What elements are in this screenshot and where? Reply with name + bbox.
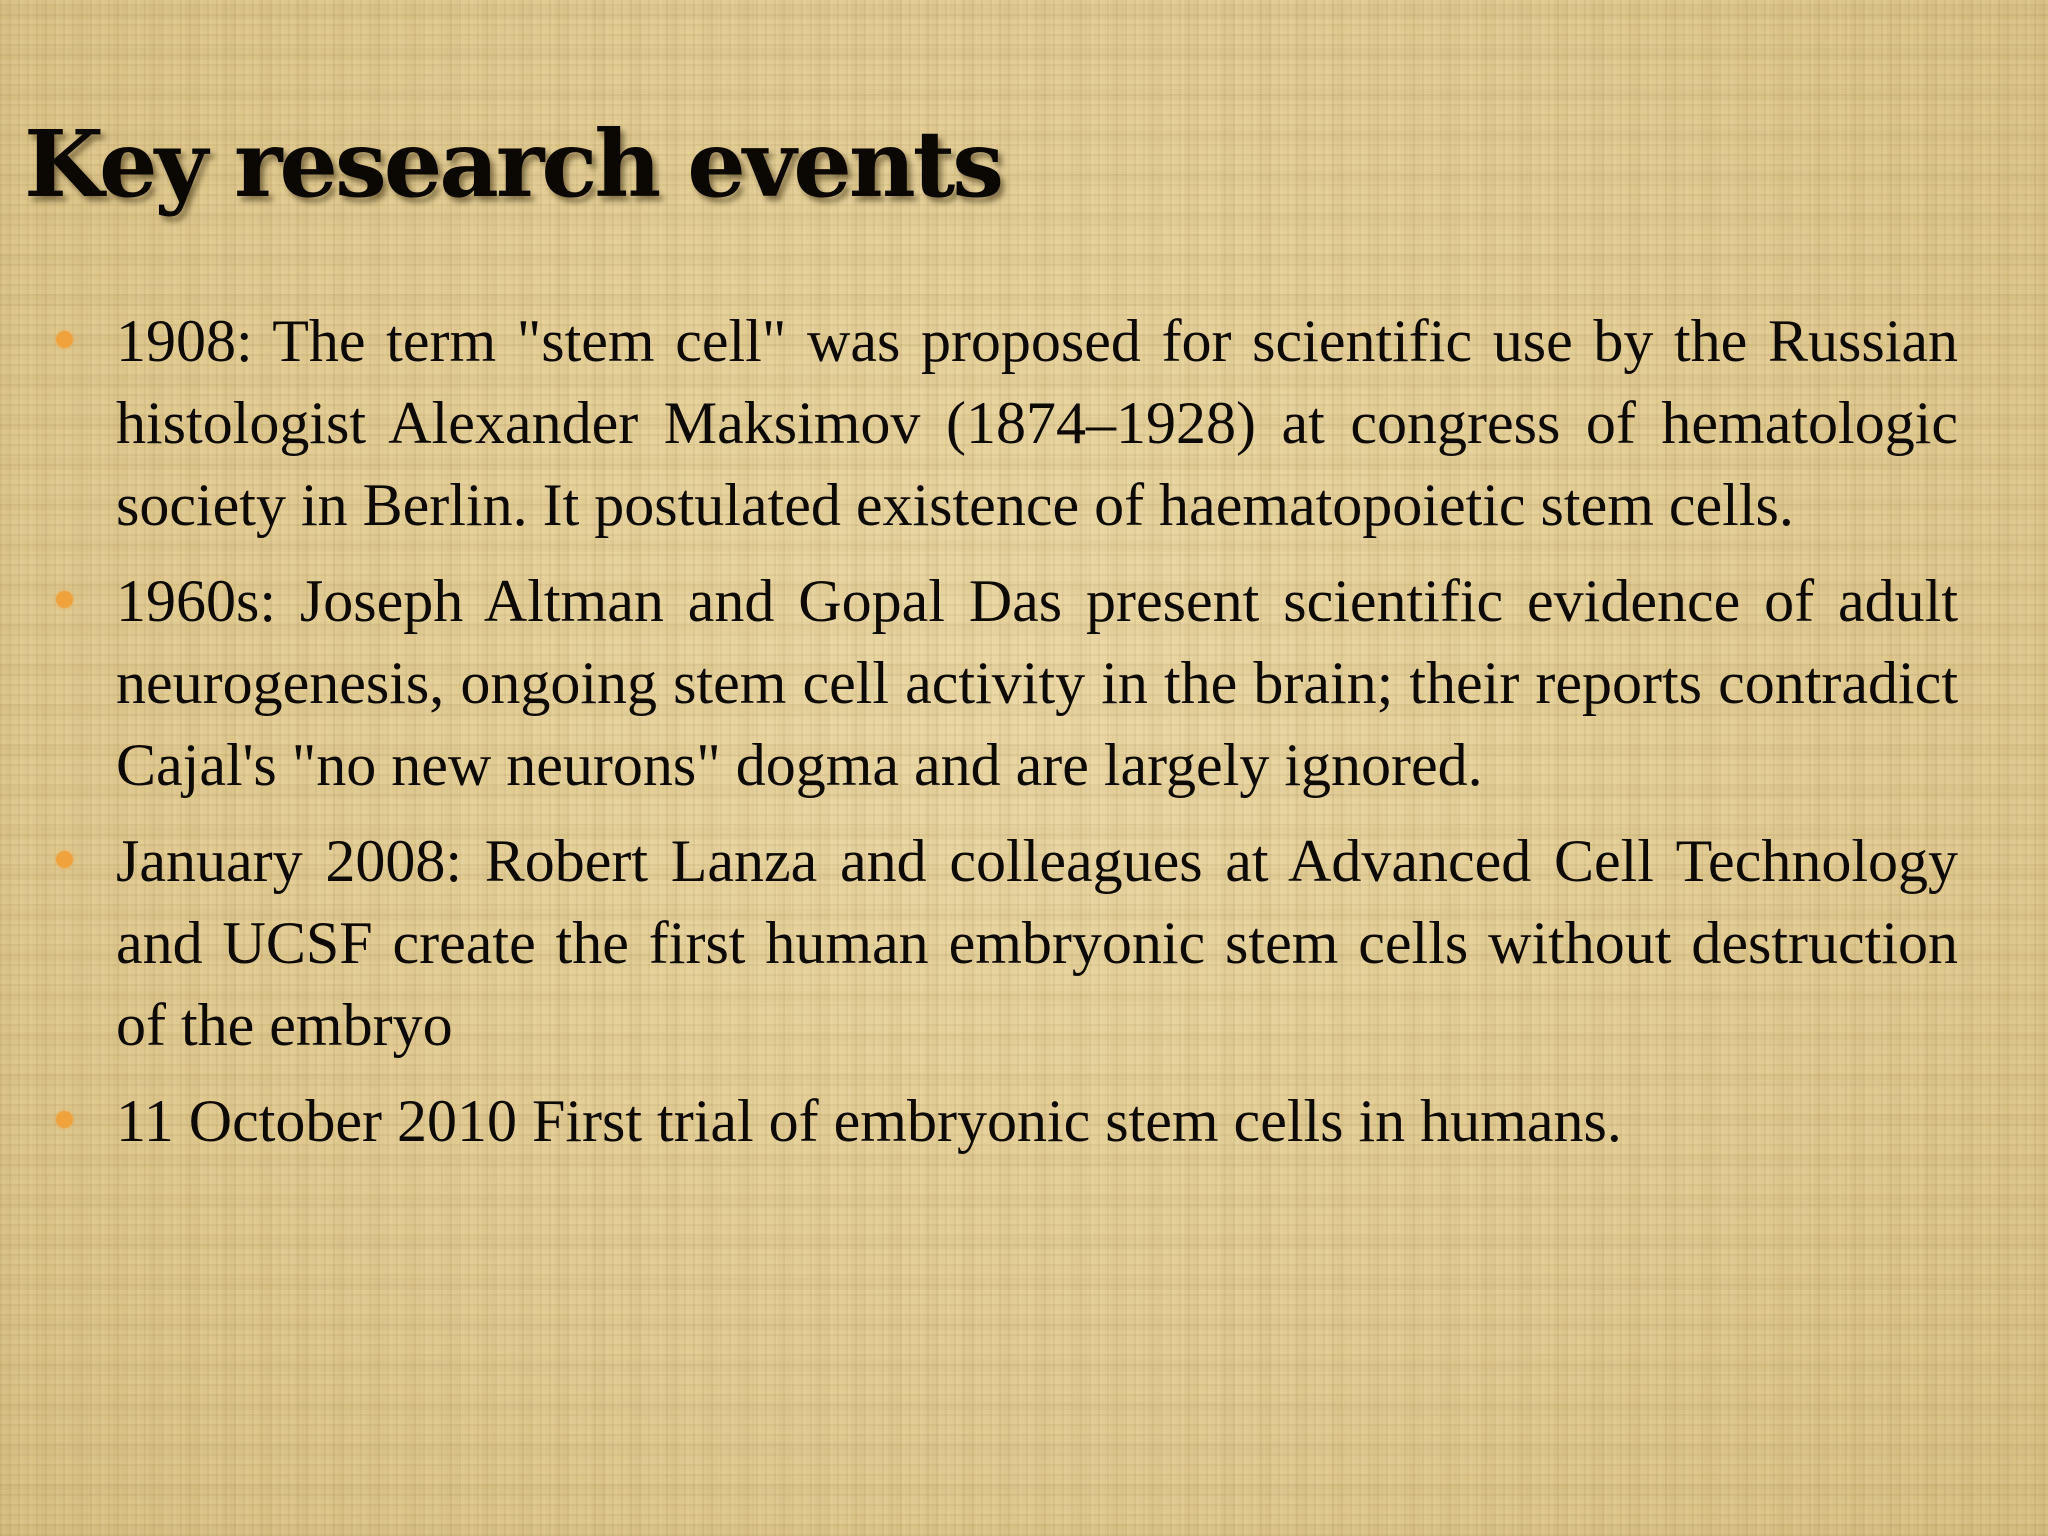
bullet-dot-icon (56, 591, 73, 608)
bullet-dot-icon (56, 851, 73, 868)
bullet-text: 1960s: Joseph Altman and Gopal Das present scientific evidence of adult neurogenesis, ongoing stem cell activity in the brain; their reports contradict Cajal's "no new neurons" dogma and are largely ignored. (116, 568, 1958, 798)
bullet-item (116, 1080, 1958, 1162)
bullet-text: 11 October 2010 First trial of embryonic stem cells in humans. (116, 1088, 1622, 1154)
bullet-dot-icon (56, 1111, 73, 1128)
bullet-item (116, 300, 1958, 546)
bullet-dot-icon (56, 331, 73, 348)
bullet-list (116, 300, 1958, 1176)
bullet-text: January 2008: Robert Lanza and colleagues at Advanced Cell Technology and UCSF create the first human embryonic stem cells without destruction of the embryo (116, 828, 1958, 1058)
bullet-item (116, 820, 1958, 1066)
bullet-text: 1908: The term "stem cell" was proposed for scientific use by the Russian histologist Alexander Maksimov (1874–1928) at congress of hematologic society in Berlin. It postulated existence of haematopoietic stem cells. (116, 308, 1958, 538)
slide-title: Key research events (24, 110, 1002, 218)
bullet-item (116, 560, 1958, 806)
